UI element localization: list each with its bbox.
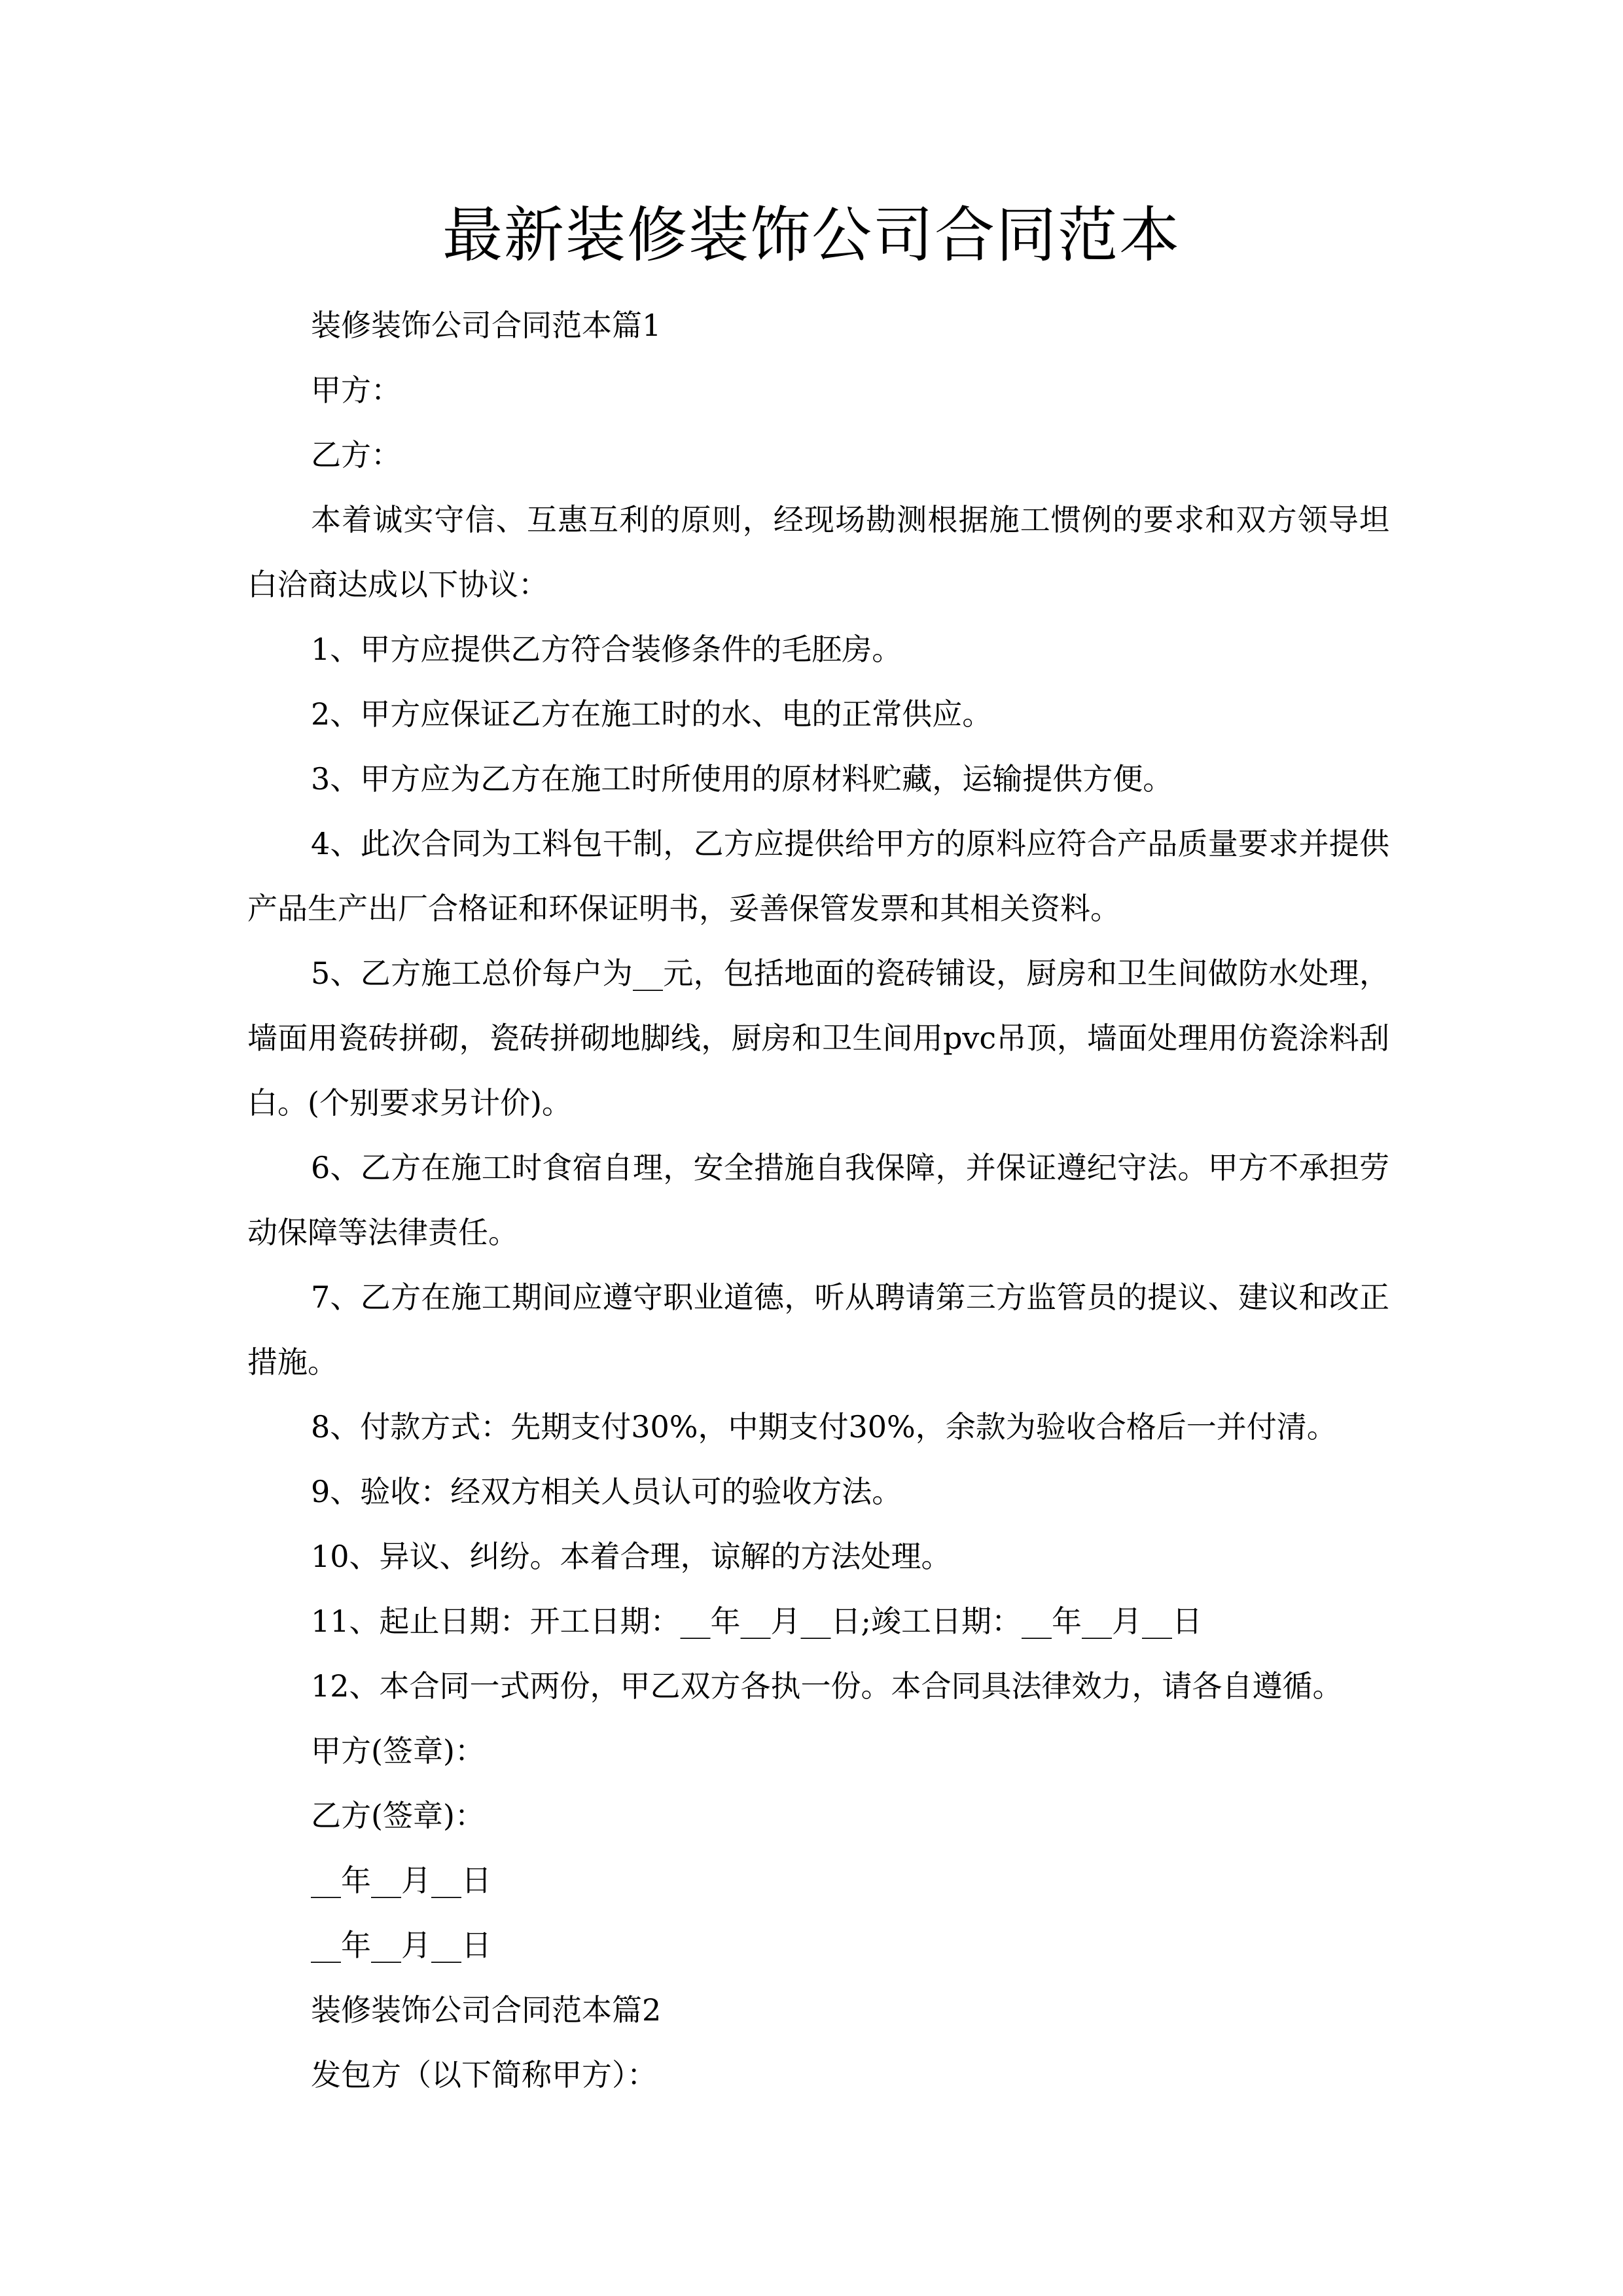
clause-8: 8、付款方式：先期支付30%，中期支付30%，余款为验收合格后一并付清。 xyxy=(311,1409,1337,1444)
clause-12: 12、本合同一式两份，甲乙双方各执一份。本合同具法律效力，请各自遵循。 xyxy=(311,1668,1343,1704)
clause-7: 7、乙方在施工期间应遵守职业道德，听从聘请第三方监管员的提议、建议和改正措施。 xyxy=(247,1280,1389,1380)
party-a-signature: 甲方(签章)： xyxy=(311,1733,485,1768)
clause-6: 6、乙方在施工时食宿自理，安全措施自我保障，并保证遵纪守法。甲方不承担劳动保障等法律责任。 xyxy=(247,1150,1389,1250)
contractor-label: 发包方（以下简称甲方）： xyxy=(311,2057,657,2092)
section-heading-2: 装修装饰公司合同范本篇2 xyxy=(311,1992,662,2028)
clause-9: 9、验收：经双方相关人员认可的验收方法。 xyxy=(311,1474,902,1509)
clause-5: 5、乙方施工总价每户为__元，包括地面的瓷砖铺设，厨房和卫生间做防水处理，墙面用瓷砖拼砌，瓷砖拼砌地脚线，厨房和卫生间用pvc吊顶，墙面处理用仿瓷涂料刮白。(个别要求另计价)。 xyxy=(247,956,1389,1121)
clause-1: 1、甲方应提供乙方符合装修条件的毛胚房。 xyxy=(311,632,902,667)
party-a-label: 甲方： xyxy=(311,372,401,408)
party-b-label: 乙方： xyxy=(311,437,401,473)
date-line-2: __年__月__日 xyxy=(311,1928,491,1963)
document-body xyxy=(247,293,1389,2108)
clause-3: 3、甲方应为乙方在施工时所使用的原材料贮藏，运输提供方便。 xyxy=(311,761,1173,797)
clause-10: 10、异议、纠纷。本着合理，谅解的方法处理。 xyxy=(311,1539,952,1574)
section-heading-1: 装修装饰公司合同范本篇1 xyxy=(311,308,662,343)
clause-2: 2、甲方应保证乙方在施工时的水、电的正常供应。 xyxy=(311,696,993,732)
document-title: 最新装修装饰公司合同范本 xyxy=(442,200,1181,270)
date-line-1: __年__月__日 xyxy=(311,1863,491,1898)
clause-4: 4、此次合同为工料包干制，乙方应提供给甲方的原料应符合产品质量要求并提供产品生产出厂合格证和环保证明书，妥善保管发票和其相关资料。 xyxy=(247,826,1389,926)
clause-11: 11、起止日期：开工日期：__年__月__日;竣工日期：__年__月__日 xyxy=(311,1604,1203,1639)
party-b-signature: 乙方(签章)： xyxy=(311,1798,485,1833)
preamble-paragraph: 本着诚实守信、互惠互利的原则，经现场勘测根据施工惯例的要求和双方领导坦白洽商达成以下协议： xyxy=(247,502,1389,602)
